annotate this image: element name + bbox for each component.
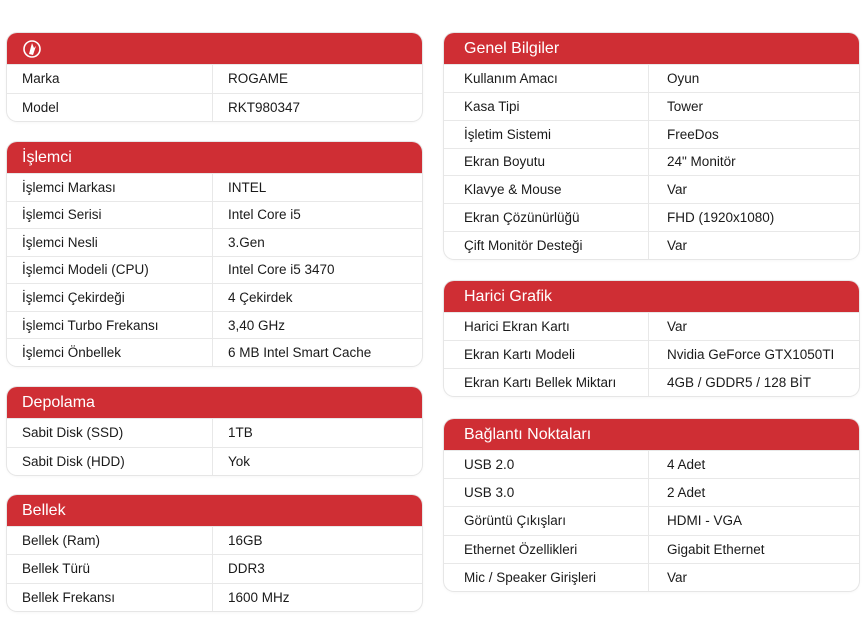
spec-row: [444, 506, 859, 534]
spec-row: [7, 554, 422, 582]
spec-row: [444, 312, 859, 340]
spec-value: ROGAME: [228, 71, 289, 87]
spec-row: [7, 256, 422, 284]
spec-value: 16GB: [228, 533, 263, 549]
spec-value: Var: [667, 182, 688, 198]
spec-row: [7, 418, 422, 447]
spec-value: Gigabit Ethernet: [667, 541, 765, 557]
brand-panel-header: [7, 33, 422, 64]
spec-key: Sabit Disk (HDD): [7, 448, 213, 476]
spec-key: Harici Ekran Kartı: [444, 313, 649, 340]
spec-value: 4 Adet: [667, 457, 706, 473]
brand-panel: [7, 33, 422, 121]
spec-row: [7, 311, 422, 339]
spec-value: Intel Core i5 3470: [228, 262, 335, 278]
spec-value: 4 Çekirdek: [228, 290, 293, 306]
spec-key: Klavye & Mouse: [444, 176, 649, 203]
spec-value: HDMI - VGA: [667, 513, 743, 529]
spec-key: Model: [7, 94, 213, 122]
spec-value: RKT980347: [228, 99, 301, 115]
spec-row: [7, 201, 422, 229]
spec-value: 24" Monitör: [667, 154, 736, 170]
spec-value: 3,40 GHz: [228, 317, 286, 333]
spec-key: İşlemci Markası: [7, 174, 213, 201]
spec-value: Tower: [667, 98, 704, 114]
spec-value: Intel Core i5: [228, 207, 301, 223]
depolama-panel: [7, 387, 422, 475]
spec-row: [7, 447, 422, 476]
spec-value: Oyun: [667, 70, 700, 86]
spec-value: 1600 MHz: [228, 589, 290, 605]
spec-row: [7, 228, 422, 256]
spec-row: [444, 120, 859, 148]
genel-panel: [444, 33, 859, 259]
spec-key: İşletim Sistemi: [444, 121, 649, 148]
spec-row: [7, 338, 422, 366]
spec-value: INTEL: [228, 179, 267, 195]
panel-title-islemci: İşlemci: [7, 142, 422, 173]
spec-key: Ekran Boyutu: [444, 149, 649, 176]
spec-key: Mic / Speaker Girişleri: [444, 564, 649, 591]
spec-value: Yok: [228, 453, 251, 469]
panel-title-bellek: Bellek: [7, 495, 422, 526]
spec-row: [444, 368, 859, 396]
spec-row: [7, 173, 422, 201]
spec-key: İşlemci Nesli: [7, 229, 213, 256]
panel-title-depolama: Depolama: [7, 387, 422, 418]
spec-key: Kullanım Amacı: [444, 65, 649, 92]
grafik-panel: [444, 281, 859, 396]
spec-key: USB 3.0: [444, 479, 649, 506]
spec-key: Ethernet Özellikleri: [444, 536, 649, 563]
bellek-panel: [7, 495, 422, 611]
spec-row: [7, 283, 422, 311]
spec-row: [444, 175, 859, 203]
spec-value: FreeDos: [667, 126, 719, 142]
spec-key: Bellek (Ram): [7, 527, 213, 554]
spec-row: [444, 535, 859, 563]
spec-key: İşlemci Serisi: [7, 202, 213, 229]
spec-value: Var: [667, 319, 688, 334]
spec-row: [444, 563, 859, 591]
spec-key: Sabit Disk (SSD): [7, 419, 213, 447]
spec-value: 1TB: [228, 425, 253, 441]
spec-value: 6 MB Intel Smart Cache: [228, 345, 372, 361]
spec-row: [444, 450, 859, 478]
spec-row: [444, 92, 859, 120]
spec-key: Kasa Tipi: [444, 93, 649, 120]
spec-value: FHD (1920x1080): [667, 210, 775, 226]
spec-key: Bellek Türü: [7, 555, 213, 582]
spec-key: İşlemci Turbo Frekansı: [7, 312, 213, 339]
panel-title-genel: Genel Bilgiler: [444, 33, 859, 64]
spec-value: Nvidia GeForce GTX1050TI: [667, 347, 835, 362]
spec-key: İşlemci Çekirdeği: [7, 284, 213, 311]
spec-row: [444, 203, 859, 231]
rogame-logo-icon: [22, 39, 42, 59]
spec-key: Ekran Kartı Modeli: [444, 341, 649, 368]
spec-key: Görüntü Çıkışları: [444, 507, 649, 534]
spec-row: [7, 526, 422, 554]
spec-value: 4GB / GDDR5 / 128 BİT: [667, 375, 812, 390]
spec-value: 2 Adet: [667, 485, 706, 501]
spec-value: 3.Gen: [228, 234, 265, 250]
spec-key: Çift Monitör Desteği: [444, 232, 649, 259]
spec-row: [444, 478, 859, 506]
spec-row: [444, 231, 859, 259]
spec-value: Var: [667, 237, 688, 253]
spec-row: [7, 64, 422, 93]
islemci-panel: [7, 142, 422, 366]
spec-key: Marka: [7, 65, 213, 93]
baglanti-panel: [444, 419, 859, 591]
spec-row: [444, 340, 859, 368]
spec-value: Var: [667, 569, 688, 585]
panel-title-grafik: Harici Grafik: [444, 281, 859, 312]
spec-key: İşlemci Önbellek: [7, 339, 213, 366]
panel-title-baglanti: Bağlantı Noktaları: [444, 419, 859, 450]
spec-row: [444, 148, 859, 176]
spec-row: [7, 93, 422, 122]
spec-key: Ekran Kartı Bellek Miktarı: [444, 369, 649, 396]
spec-key: Ekran Çözünürlüğü: [444, 204, 649, 231]
spec-row: [7, 583, 422, 611]
spec-key: İşlemci Modeli (CPU): [7, 257, 213, 284]
spec-row: [444, 64, 859, 92]
spec-key: USB 2.0: [444, 451, 649, 478]
spec-key: Bellek Frekansı: [7, 584, 213, 611]
spec-value: DDR3: [228, 561, 265, 577]
